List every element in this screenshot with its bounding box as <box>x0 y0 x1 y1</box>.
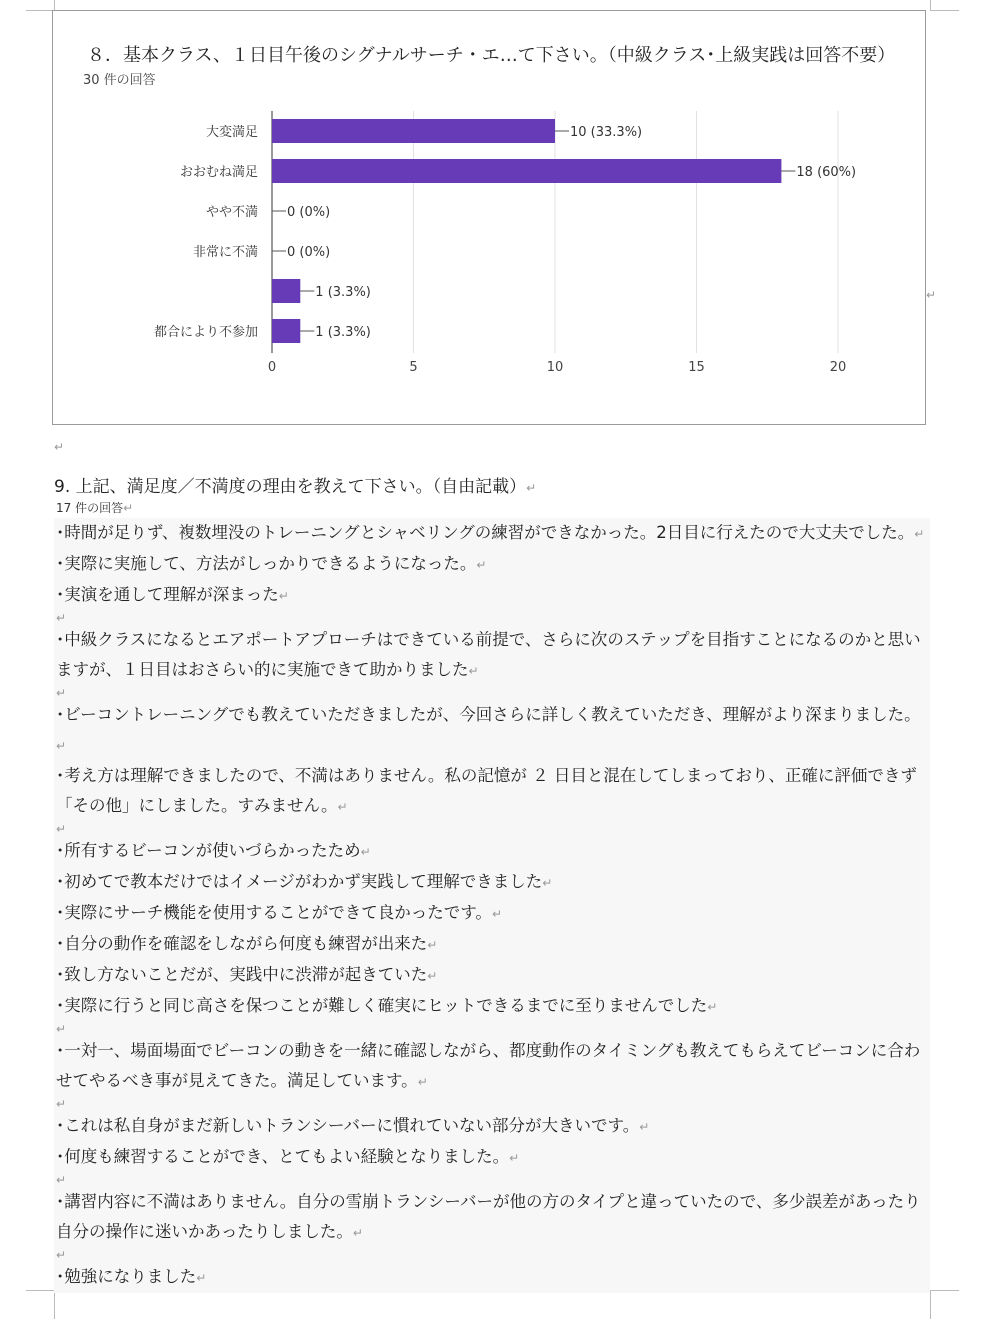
paragraph-mark: ↵ <box>707 1000 718 1014</box>
answer-text: ･一対一、場面場面でビーコンの動きを一緒に確認しながら、都度動作のタイミングも教えてもらえてビーコンに合わせてやるべき事が見えてきた。満足しています。 <box>56 1041 921 1090</box>
paragraph-mark: ↵ <box>542 876 553 890</box>
answer-item <box>54 700 930 761</box>
answer-text: ･時間が足りず、複数埋没のトレーニングとシャベリングの練習ができなかった。2日目に行えたので大丈夫でした。 <box>56 523 915 542</box>
paragraph-mark: ↵ <box>56 1248 67 1262</box>
category-label: 大変満足 <box>205 125 258 140</box>
paragraph-mark: ↵ <box>926 288 937 302</box>
question-title: 9. 上記、満足度／不満度の理由を教えて下さい。（自由記載）↵ <box>54 477 537 497</box>
category-label: おおむね満足 <box>179 165 258 180</box>
answer-list <box>54 518 930 1293</box>
answer-text: ･実演を通して理解が深まった <box>56 585 279 604</box>
answer-item <box>54 991 930 1022</box>
answer-text: ･所有するビーコンが使いづらかったため <box>56 841 361 860</box>
chart-response-count: 30 件の回答 <box>83 73 156 88</box>
paragraph-mark: ↵ <box>468 664 479 678</box>
bar <box>272 159 781 183</box>
answer-text: ･初めてで教本だけではイメージがわかず実践して理解できました <box>56 872 543 891</box>
answer-text: ･致し方ないことだが、実践中に渋滞が起きていた <box>56 965 428 984</box>
answer-item <box>54 1187 930 1248</box>
answer-text: ･勉強になりました <box>56 1267 197 1286</box>
data-label: 1 (3.3%) <box>315 325 371 340</box>
answer-text: ･実際に行うと同じ高さを保つことが難しく確実にヒットできるまでに至りませんでした <box>56 996 708 1015</box>
paragraph-mark: ↵ <box>56 1097 67 1111</box>
paragraph-mark: ↵ <box>417 1075 428 1089</box>
paragraph-mark: ↵ <box>56 739 67 753</box>
answer-item <box>54 1036 930 1097</box>
bar <box>272 279 300 303</box>
paragraph-mark: ↵ <box>427 969 438 983</box>
paragraph-mark: ↵ <box>278 589 289 603</box>
paragraph-mark: ↵ <box>337 800 348 814</box>
category-label: 非常に不満 <box>192 245 258 260</box>
data-label: 10 (33.3%) <box>570 125 643 140</box>
data-label: 1 (3.3%) <box>315 285 371 300</box>
page-corner-mark <box>26 1290 55 1319</box>
answer-text: ･これは私自身がまだ新しいトランシーバーに慣れていない部分が大きいです。 <box>56 1116 640 1135</box>
x-tick-label: 10 <box>546 360 564 375</box>
answer-item <box>54 1142 930 1173</box>
paragraph-mark: ↵ <box>509 1151 520 1165</box>
chart-question-title: ８．基本クラス、１日目午後のシグナルサーチ・エ…て下さい。（中級クラス･上級実践は回答不要） <box>87 45 896 66</box>
answer-item <box>54 836 930 867</box>
paragraph-mark: ↵ <box>639 1120 650 1134</box>
data-label: 18 (60%) <box>796 165 857 180</box>
paragraph-mark: ↵ <box>352 1226 363 1240</box>
answer-text: ･自分の動作を確認をしながら何度も練習が出来た <box>56 934 428 953</box>
answer-item <box>54 549 930 580</box>
answer-item <box>54 867 930 898</box>
bar <box>272 319 300 343</box>
paragraph-mark: ↵ <box>427 938 438 952</box>
data-label: 0 (0%) <box>287 205 331 220</box>
answer-item <box>54 518 930 549</box>
answer-text: ･考え方は理解できましたので、不満はありません。私の記憶が ２ 日目と混在してしまっており、正確に評価できず「その他」にしました。すみません。 <box>56 766 917 815</box>
category-label: やや不満 <box>205 205 258 220</box>
paragraph-mark: ↵ <box>56 611 67 625</box>
paragraph-mark: ↵ <box>54 440 65 454</box>
paragraph-mark: ↵ <box>360 845 371 859</box>
answer-item <box>54 761 930 822</box>
category-label: 都合により不参加 <box>153 325 258 340</box>
answer-text: ･講習内容に不満はありません。自分の雪崩トランシーバーが他の方のタイプと違っていたので、多少誤差があったり自分の操作に迷いかあったりしました。 <box>56 1192 921 1241</box>
answer-item <box>54 625 930 686</box>
answer-text: ･実際に実施して、方法がしっかりできるようになった。 <box>56 554 477 573</box>
x-tick-label: 20 <box>829 360 847 375</box>
paragraph-mark: ↵ <box>56 686 67 700</box>
answer-item <box>54 898 930 929</box>
answer-text: ･中級クラスになるとエアポートアプローチはできている前提で、さらに次のステップを目指すことになるのかと思いますが、１日目はおさらい的に実施できて助かりました <box>56 630 921 679</box>
answer-text: ･実際にサーチ機能を使用することができて良かったです。 <box>56 903 492 922</box>
page-corner-mark <box>930 1290 959 1319</box>
answer-item <box>54 960 930 991</box>
data-label: 0 (0%) <box>287 245 331 260</box>
x-tick-label: 0 <box>267 360 277 375</box>
page-corner-mark <box>26 0 55 11</box>
answer-item <box>54 1111 930 1142</box>
paragraph-mark: ↵ <box>56 822 67 836</box>
answer-item <box>54 580 930 611</box>
bar <box>272 119 555 143</box>
response-count: 17 件の回答↵ <box>56 501 134 515</box>
x-tick-label: 5 <box>409 360 418 375</box>
answer-item <box>54 929 930 960</box>
answer-text: ･何度も練習することができ、とてもよい経験となりました。 <box>56 1147 510 1166</box>
paragraph-mark: ↵ <box>56 1173 67 1187</box>
answer-item <box>54 1262 930 1293</box>
paragraph-mark: ↵ <box>56 1022 67 1036</box>
paragraph-mark: ↵ <box>914 527 925 541</box>
paragraph-mark: ↵ <box>476 558 487 572</box>
x-tick-label: 15 <box>688 360 705 375</box>
bar-chart <box>53 11 925 424</box>
page-corner-mark <box>930 0 959 11</box>
paragraph-mark: ↵ <box>491 907 502 921</box>
chart-image-frame <box>52 10 926 425</box>
paragraph-mark: ↵ <box>196 1271 207 1285</box>
answer-text: ･ビーコントレーニングでも教えていただきましたが、今回さらに詳しく教えていただき、理解がより深まりました。 <box>56 705 921 724</box>
